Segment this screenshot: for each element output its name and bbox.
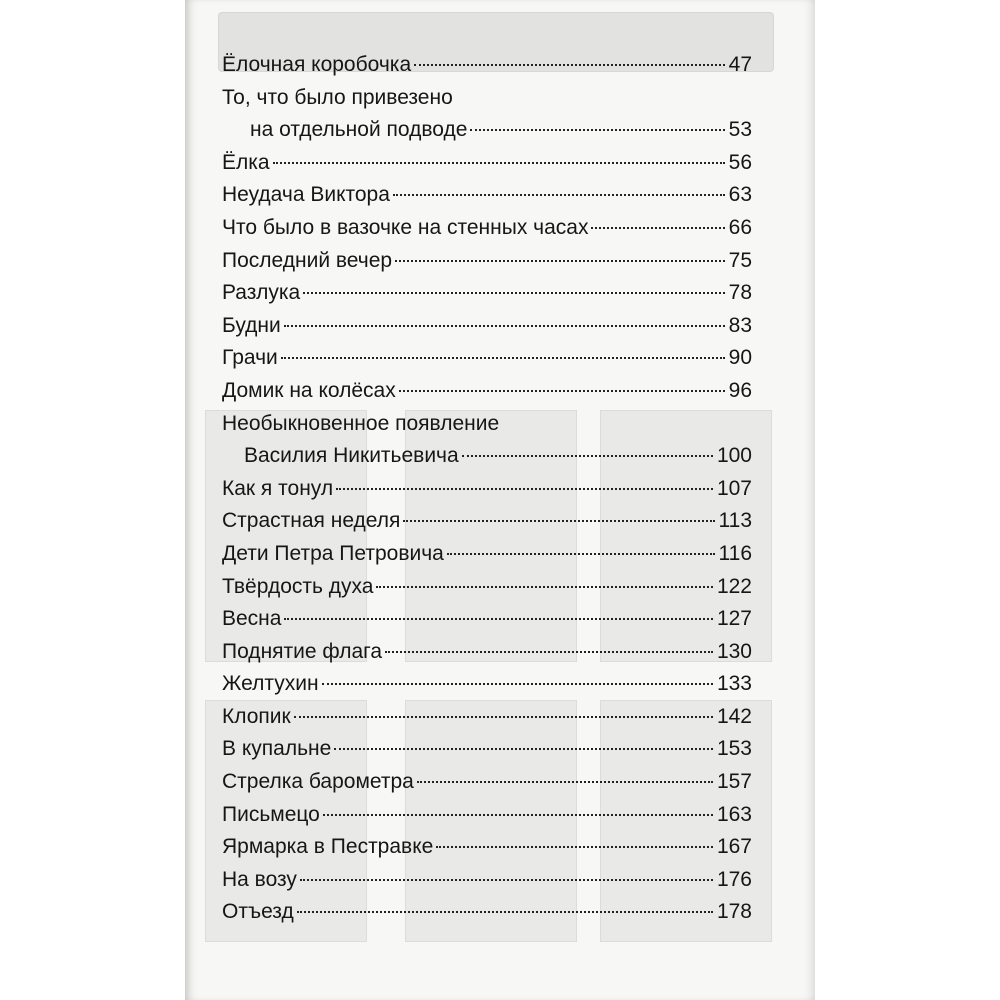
toc-entry-title: В купальне [222,737,332,761]
toc-entry [222,538,752,571]
toc-entry [222,212,752,245]
dot-leader [336,488,713,490]
toc-entry-title-line [222,82,752,115]
toc-entry [222,505,752,538]
dot-leader [385,651,713,653]
toc-entry-page: 63 [728,183,752,207]
toc-entry-page: 78 [728,281,752,305]
toc-entry [222,114,752,147]
toc-entry [222,440,752,473]
toc-entry-page: 176 [716,867,752,891]
dot-leader [273,162,725,164]
toc-entry-page: 100 [716,444,752,468]
toc-entry-page: 167 [716,835,752,859]
dot-leader [334,748,713,750]
toc-entry [222,375,752,408]
toc-entry [222,668,752,701]
dot-leader [284,618,712,620]
toc-entry [222,179,752,212]
toc-entry [222,733,752,766]
toc-entry-title: Грачи [222,346,278,370]
dot-leader [591,227,724,229]
toc-entry-title: Ярмарка в Пестравке [222,835,434,859]
dot-leader [414,64,725,66]
toc-entry-page: 113 [718,509,752,533]
toc-entry-page: 122 [716,574,752,598]
dot-leader [300,879,713,881]
toc-entry-page: 130 [716,639,752,663]
table-of-contents [222,49,752,929]
toc-entry [222,636,752,669]
toc-entry-title: Будни [222,313,281,337]
toc-entry [222,831,752,864]
toc-entry-title-line [222,408,752,441]
toc-entry-title: Поднятие флага [222,639,383,663]
toc-entry-page: 142 [716,704,752,728]
dot-leader [376,586,712,588]
toc-entry-title: Разлука [222,281,301,305]
dot-leader [447,553,715,555]
dot-leader [281,357,725,359]
toc-entry-title: Что было в вазочке на стенных часах [222,215,589,239]
toc-entry [222,277,752,310]
toc-entry-page: 163 [716,802,752,826]
dot-leader [395,260,725,262]
toc-entry-page: 153 [716,737,752,761]
toc-entry-page: 83 [728,313,752,337]
toc-entry-title: На возу [222,867,297,891]
toc-entry [222,147,752,180]
toc-entry-page: 178 [716,900,752,924]
dot-leader [303,292,724,294]
toc-entry-title: Весна [222,607,282,631]
toc-entry [222,342,752,375]
toc-entry-page: 133 [716,672,752,696]
toc-entry-title: Домик на колёсах [222,378,396,402]
dot-leader [297,911,713,913]
toc-entry-page: 107 [716,476,752,500]
dot-leader [393,194,725,196]
toc-entry-page: 47 [728,53,752,76]
toc-entry-page: 127 [716,607,752,631]
toc-entry [222,49,752,82]
toc-entry-title: Отъезд [222,900,294,924]
toc-entry-page: 116 [718,541,752,565]
toc-entry-page: 96 [728,378,752,402]
toc-entry-title: Как я тонул [222,476,334,500]
toc-entry [222,571,752,604]
toc-entry-title: Дети Петра Петровича [222,541,444,565]
toc-entry [222,473,752,506]
dot-leader [323,814,713,816]
toc-entry-page: 75 [728,248,752,272]
toc-entry-title: Письмецо [222,802,320,826]
toc-entry-page: 66 [728,215,752,239]
toc-entry [222,799,752,832]
dot-leader [284,325,725,327]
toc-entry-title: Стрелка барометра [222,770,414,794]
toc-entry-page: 53 [728,118,752,142]
toc-entry-title: Последний вечер [222,248,393,272]
toc-entry-title-first-line: Необыкновенное появление [222,411,500,435]
toc-entry-title: на отдельной подводе [250,118,468,142]
toc-entry-title: Желтухин [222,672,319,696]
toc-entry-title: Клопик [222,704,291,728]
dot-leader [322,683,713,685]
toc-entry-page: 90 [728,346,752,370]
toc-entry-title: Василия Никитьевича [244,444,459,468]
toc-entry [222,245,752,278]
toc-entry-title-first-line: То, что было привезено [222,85,453,109]
toc-entry [222,896,752,929]
toc-entry-page: 56 [728,150,752,174]
dot-leader [403,520,714,522]
toc-entry [222,864,752,897]
toc-entry [222,766,752,799]
toc-entry-title: Страстная неделя [222,509,401,533]
toc-entry [222,701,752,734]
toc-entry-page: 157 [716,770,752,794]
toc-entry [222,310,752,343]
toc-entry [222,603,752,636]
toc-entry-title: Ёлка [222,150,270,174]
dot-leader [399,390,725,392]
toc-entry-title: Твёрдость духа [222,574,374,598]
toc-entry-title: Ёлочная коробочка [222,53,412,76]
dot-leader [294,716,713,718]
dot-leader [436,846,713,848]
dot-leader [417,781,713,783]
dot-leader [462,455,713,457]
toc-entry-title: Неудача Виктора [222,183,390,207]
dot-leader [470,129,724,131]
